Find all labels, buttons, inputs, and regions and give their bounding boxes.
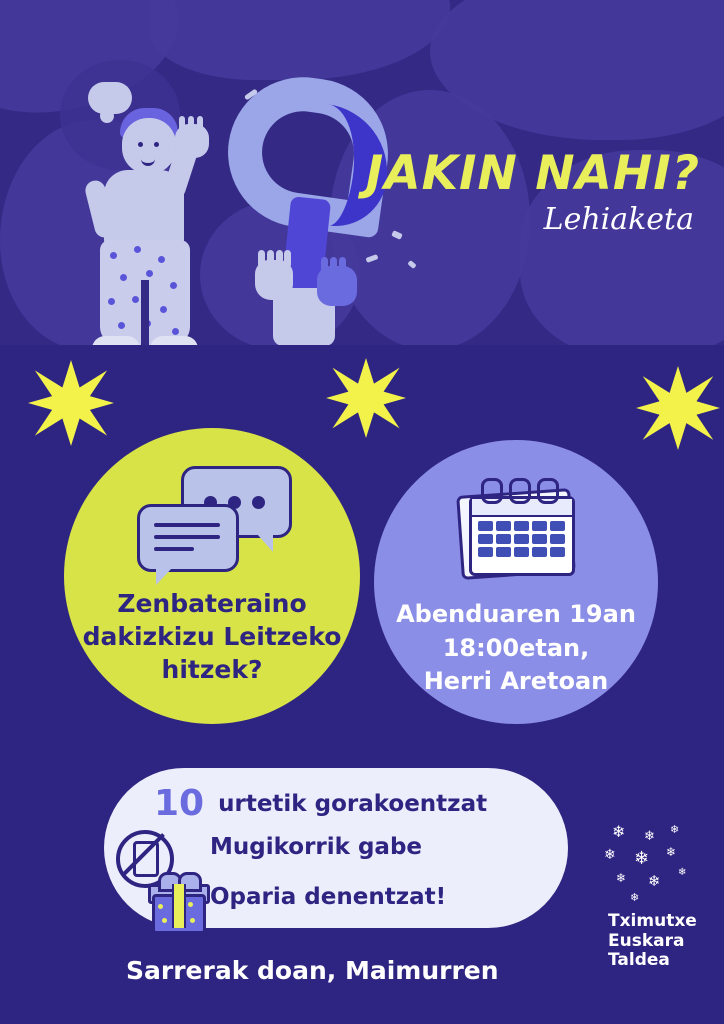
header-illustration-band xyxy=(0,0,724,345)
decorative-blob xyxy=(150,0,450,80)
organizer-line-3: Taldea xyxy=(608,950,670,971)
age-requirement-row xyxy=(154,783,488,824)
organizer-line-2: Euskara xyxy=(608,930,685,951)
date-line-3: Herri Aretoan xyxy=(423,667,609,696)
age-requirement-text: urtetik gorakoentzat xyxy=(218,791,488,817)
star-icon xyxy=(326,358,406,438)
calendar-icon xyxy=(451,478,581,578)
info-panel xyxy=(104,768,568,928)
butterflies-icon: ❄ ❄ ❄ ❄ ❄ ❄ ❄ ❄ ❄ ❄ xyxy=(604,822,687,904)
person-illustration xyxy=(42,80,232,345)
date-line-1: Abenduaren 19an xyxy=(396,600,636,628)
star-icon xyxy=(28,360,114,446)
gift-row xyxy=(210,884,446,910)
age-number: 10 xyxy=(154,783,205,824)
question-circle xyxy=(64,428,360,724)
chat-bubbles-icon xyxy=(137,466,287,571)
organizer-logo xyxy=(600,824,710,971)
organizer-line-1: Tximutxe xyxy=(608,911,697,931)
gift-text: Oparia denentzat! xyxy=(210,884,447,910)
no-mobile-row xyxy=(210,834,422,860)
organizer-name xyxy=(608,912,710,971)
date-line-2: 18:00etan, xyxy=(442,633,590,662)
footer-note: Sarrerak doan, Maimurren xyxy=(126,956,499,985)
question-circle-text: Zenbateraino dakizkizu Leitzeko hitzek? xyxy=(82,589,342,684)
date-circle xyxy=(374,440,658,724)
gift-icon xyxy=(150,878,206,930)
speech-bubble-icon xyxy=(88,82,132,114)
date-circle-text xyxy=(396,598,636,699)
star-icon xyxy=(636,366,720,450)
poster-title-group xyxy=(365,146,700,237)
hands-illustration xyxy=(255,248,385,338)
page-subtitle: Lehiaketa xyxy=(543,202,694,237)
page-title: JAKIN NAHI? xyxy=(365,146,700,201)
no-mobile-text: Mugikorrik gabe xyxy=(210,834,423,860)
